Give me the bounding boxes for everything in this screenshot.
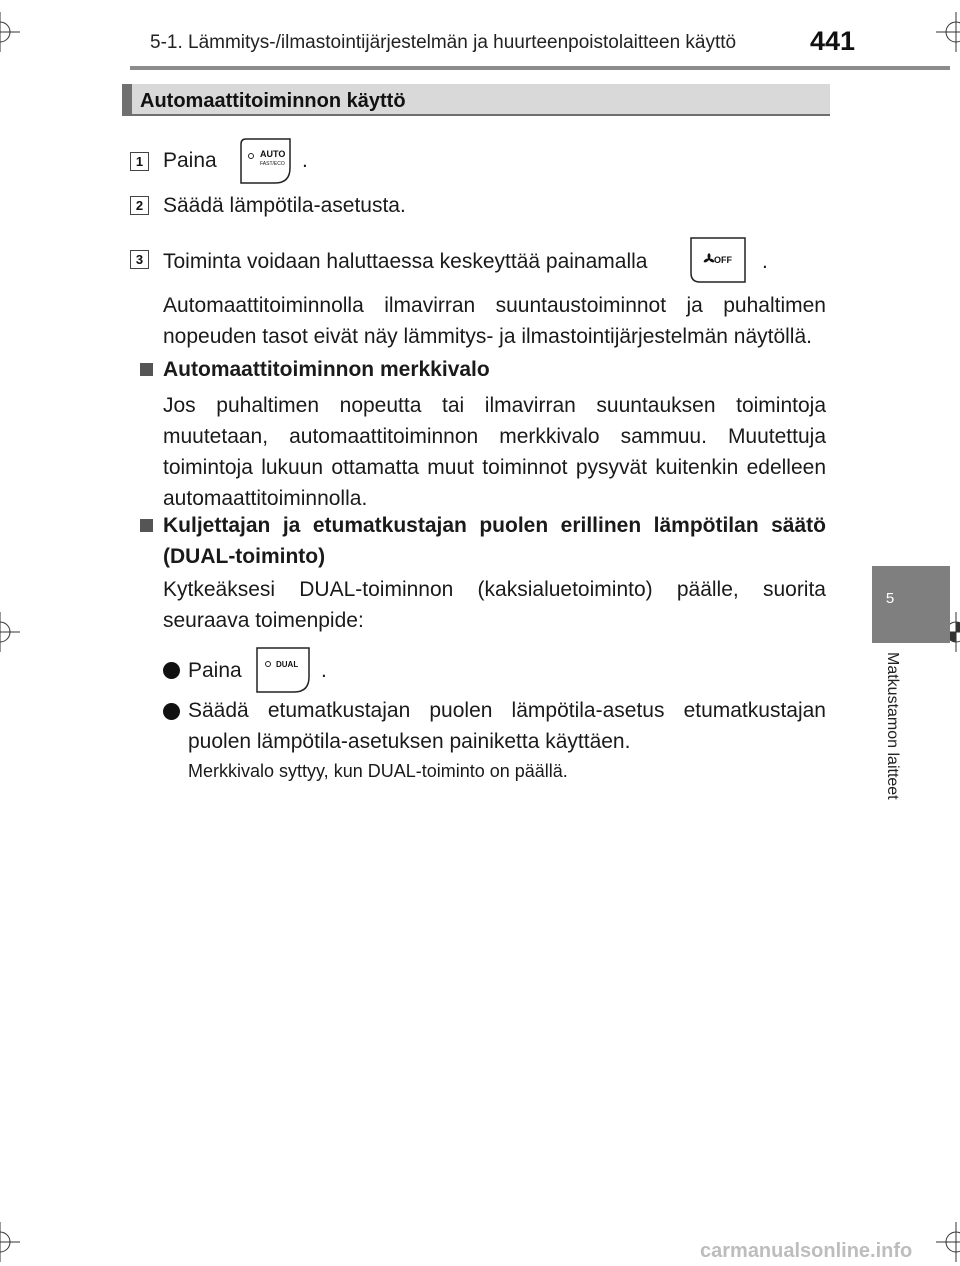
step-1-period: . xyxy=(302,149,308,172)
header-rule xyxy=(130,66,950,70)
step-badge-3: 3 xyxy=(130,250,149,269)
chapter-side-label: Matkustamon laitteet xyxy=(884,652,901,800)
bullet-1-period: . xyxy=(321,659,327,682)
auto-button-sublabel: FAST/ECO xyxy=(260,161,285,167)
page-number: 441 xyxy=(810,26,856,56)
bullet-2-text: Säädä etumatkustajan puolen lämpötila-asetus etumatkustajan puolen lämpötila-asetuksen painiketta käyttäen. xyxy=(188,699,826,753)
step-3-text: Toiminta voidaan haluttaessa keskeyttää painamalla xyxy=(163,250,648,273)
square-bullet-icon xyxy=(140,363,153,376)
watermark: carmanualsonline.info xyxy=(700,1240,913,1262)
note-paragraph: Automaattitoiminnolla ilmavirran suuntaustoiminnot ja puhaltimen nopeuden tasot eivät näy lämmitys- ja ilmastointijärjestelmän näytöllä. xyxy=(163,294,826,348)
crop-mark-mid-left xyxy=(0,612,20,652)
auto-button-label: AUTO xyxy=(260,149,286,159)
off-button-label: OFF xyxy=(714,255,732,265)
step-1-text: Paina xyxy=(163,149,217,172)
section-title: Automaattitoiminnon käyttö xyxy=(140,90,406,112)
subsection-1-heading: Automaattitoiminnon merkkivalo xyxy=(163,358,490,381)
header-title: 5-1. Lämmitys-/ilmastointijärjestelmän ja huurteenpoistolaitteen käyttö xyxy=(150,32,737,53)
step-badge-2: 2 xyxy=(130,196,149,215)
bullet-1-text: Paina xyxy=(188,659,242,682)
step-2-text: Säädä lämpötila-asetusta. xyxy=(163,194,406,217)
chapter-tab-number: 5 xyxy=(885,590,895,607)
subsection-1-body: Jos puhaltimen nopeutta tai ilmavirran suuntauksen toimintoja muutetaan, automaattitoiminnon merkkivalo sammuu. Muutettuja toimintoja lukuun ottamatta muut toiminnot pysyvät kuitenkin edelleen automaattitoiminnolla. xyxy=(163,394,826,510)
subsection-2-heading: Kuljettajan ja etumatkustajan puolen erillinen lämpötilan säätö (DUAL-toiminto) xyxy=(163,514,826,568)
crop-mark-bottom-right xyxy=(936,1222,960,1262)
square-bullet-icon xyxy=(140,519,153,532)
crop-mark-bottom-left xyxy=(0,1222,20,1262)
footnote: Merkkivalo syttyy, kun DUAL-toiminto on päällä. xyxy=(188,761,568,781)
dual-button-label: DUAL xyxy=(276,660,299,669)
dual-button-icon xyxy=(256,647,310,693)
round-bullet-icon xyxy=(163,662,180,679)
subsection-2-body: Kytkeäksesi DUAL-toiminnon (kaksialuetoiminto) päälle, suorita seuraava toimenpide: xyxy=(163,578,826,632)
crop-mark-top-left xyxy=(0,12,20,52)
fan-off-button-icon xyxy=(690,237,746,283)
crop-mark-top-right xyxy=(936,12,960,52)
round-bullet-icon xyxy=(163,703,180,720)
step-badge-1: 1 xyxy=(130,152,149,171)
step-3-period: . xyxy=(762,250,768,273)
auto-fast-eco-button-icon xyxy=(240,138,292,184)
